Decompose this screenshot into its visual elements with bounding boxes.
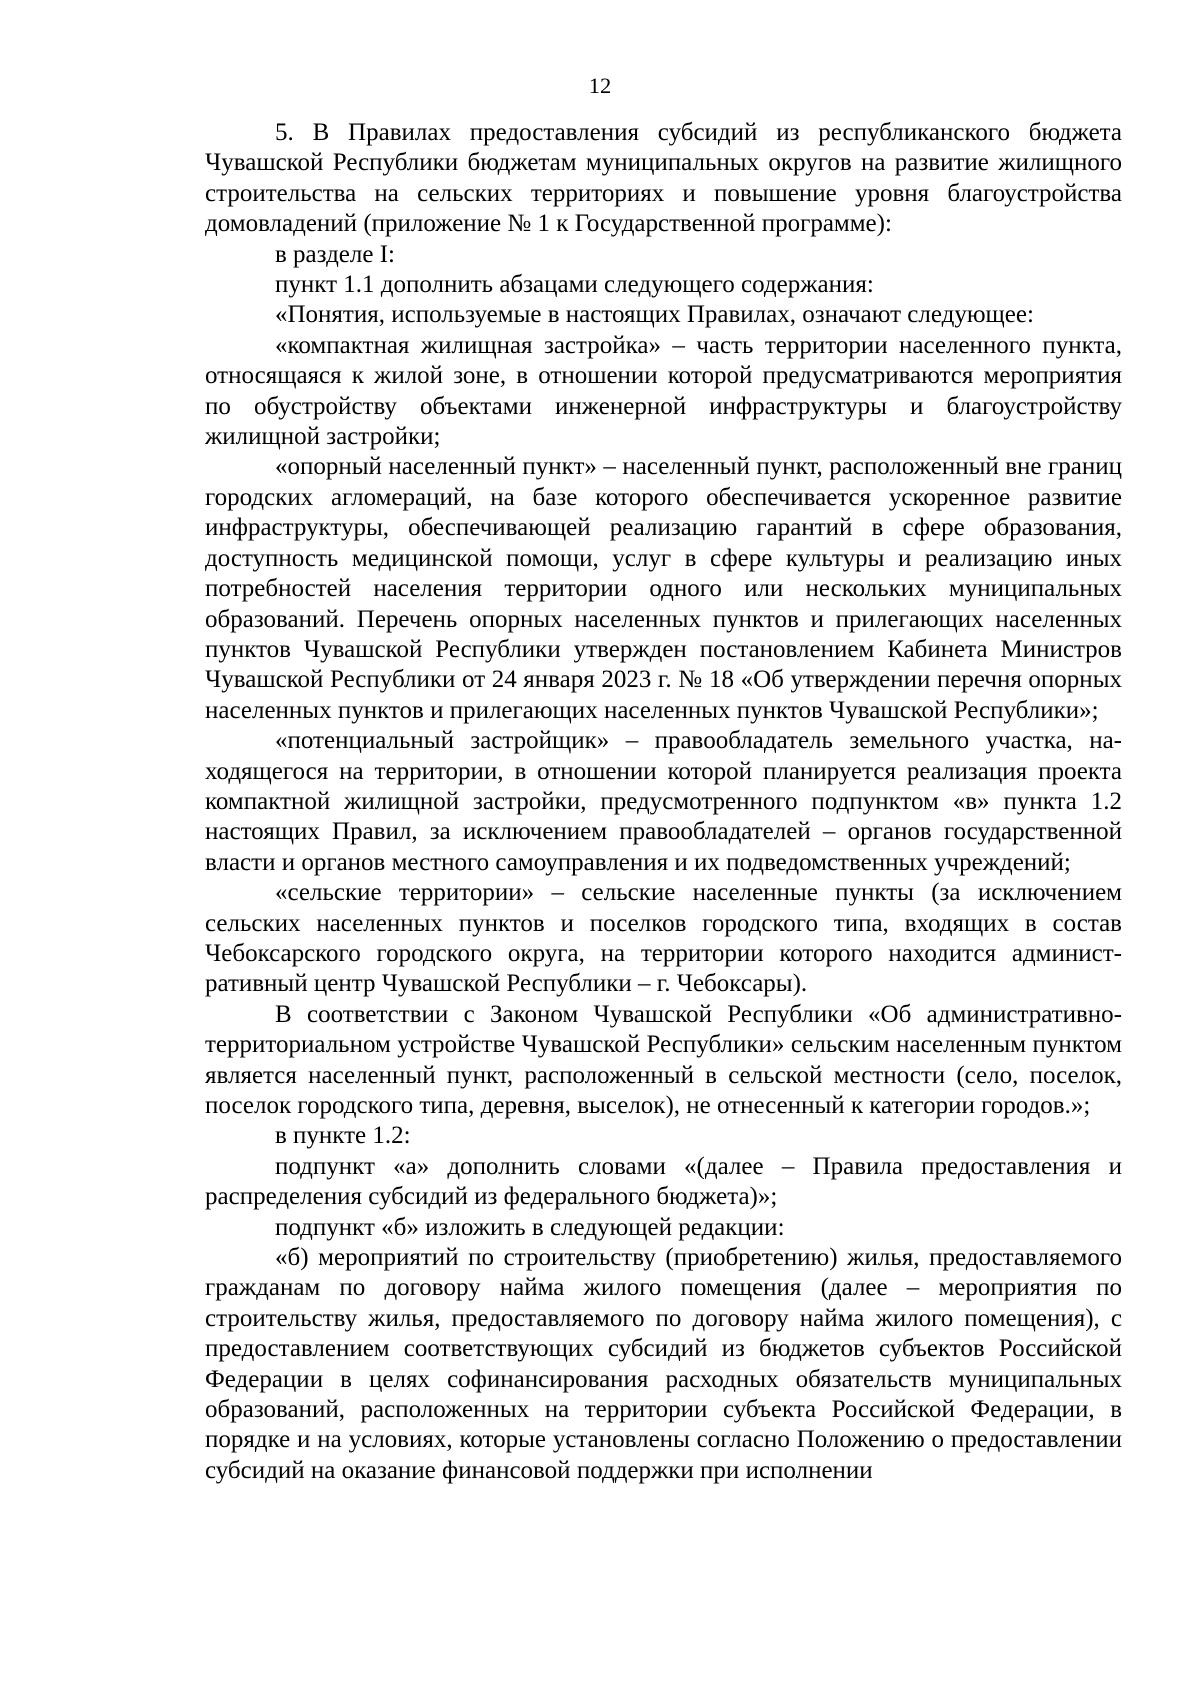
paragraph-subpoint-b-text: «б) мероприятий по строительству (приобретению) жилья, предоставляемого гражданам по договору найма жилого помещения (далее – мероприятия по строительству жилья, предоставляемого по договору найма жилого помещения), с предоставлением соответствующих субсидий из бюджетов субъектов Российской Федерации в целях софинансирования расходных обязательств муниципальных образований, расположенных на территории субъекта Российской Федерации, в порядке и на условиях, которые установлены согласно Положению о предоставлении субсидий на оказание финансовой поддержки при исполнении bbox=[205, 1244, 1122, 1484]
paragraph-section-i: в разделе I: bbox=[275, 240, 395, 268]
page-number: 12 bbox=[588, 73, 612, 98]
paragraph-definitions-intro: «Понятия, используемые в настоящих Правилах, означают следующее: bbox=[275, 301, 1034, 329]
paragraph-rural-territories: «сельские территории» – сельские населенные пункты (за исключением сельских населенных пунктов и поселков городского типа, входящих в состав Чебоксарского городского округа, на территории которого находится административный центр Чувашской Республики – г. Чебоксары). bbox=[205, 879, 1122, 998]
paragraph-subpoint-b-intro: подпункт «б» изложить в следующей редакции: bbox=[275, 1213, 785, 1241]
paragraph-support-settlement: «опорный населенный пункт» – населенный пункт, расположенный вне границ городских агломераций, на базе которого обеспечивается ускоренное развитие инфраструктуры, обеспечивающей реализацию гарантий в сфере образования, доступность медицинской помощи, услуг в сфере культуры и реализацию иных потребностей населения территории одного или нескольких муниципальных образований. Перечень опорных населенных пунктов и прилегающих населенных пунктов Чувашской Республики утвержден постановлением Кабинета Министров Чувашской Республики от 24 января 2023 г. № 18 «Об утверждении перечня опорных населенных пунктов и прилегающих населенных пунктов Чувашской Республики»; bbox=[205, 453, 1122, 724]
paragraph-point-1-2: в пункте 1.2: bbox=[275, 1122, 411, 1150]
paragraph-point-1-1: пункт 1.1 дополнить абзацами следующего содержания: bbox=[275, 271, 874, 299]
paragraph-compact-housing: «компактная жилищная застройка» – часть территории населенного пункта, относящаяся к жилой зоне, в отношении которой предусматриваются мероприятия по обустройству объектами инженерной инфраструктуры и благоустройству жилищной застройки; bbox=[205, 331, 1122, 451]
paragraph-law-reference: В соответствии с Законом Чувашской Республики «Об административно-территориальном устройстве Чувашской Республики» сельским населенным пунктом является населенный пункт, расположенный в сельской местности (село, поселок, поселок городского типа, деревня, выселок), не отнесенный к категории городов.»; bbox=[205, 1000, 1122, 1119]
paragraph-subpoint-a: подпункт «а» дополнить словами «(далее – Правила предоставления и распределения субсидий из федерального бюджета)»; bbox=[205, 1152, 1122, 1211]
paragraph-section-5-intro: 5. В Правилах предоставления субсидий из республиканского бюджета Чувашской Республики бюджетам муниципальных округов на развитие жилищного строительства на сельских территориях и повышение уровня благоустройства домовладений (приложение № 1 к Государственной программе): bbox=[205, 119, 1122, 238]
paragraph-potential-developer: «потенциальный застройщик» – правообладатель земельного участка, находящегося на территории, в отношении которой планируется реализация проекта компактной жилищной застройки, предусмотренного подпунктом «в» пункта 1.2 настоящих Правил, за исключением правообладателей – органов государственной власти и органов местного самоуправления и их подведомственных учреждений; bbox=[205, 727, 1122, 876]
document-body bbox=[205, 118, 1122, 1486]
